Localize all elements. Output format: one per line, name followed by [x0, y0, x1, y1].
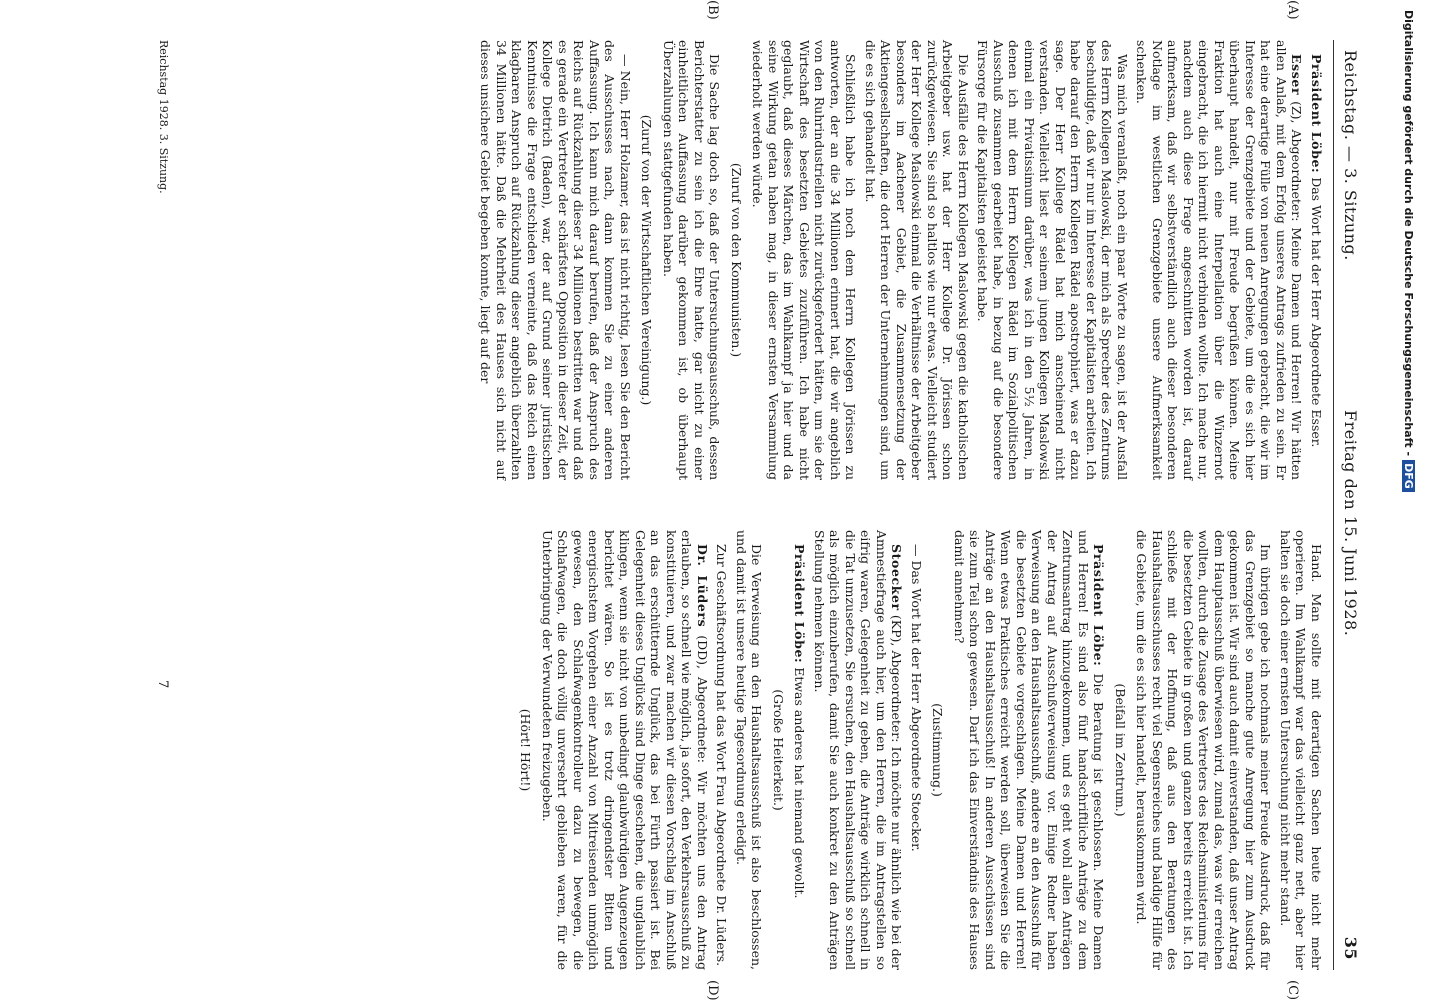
interjection: (Beifall im Zentrum.): [1113, 683, 1128, 817]
paragraph-text: — Das Wort hat der Herr Abgeordnete Stoecker.: [909, 544, 924, 852]
text-paragraph: [1278, 530, 1325, 970]
text-paragraph: [863, 40, 972, 480]
paragraph-text: Die Ausfälle des Herrn Kollegen Maslowski gegen die katholischen Arbeitgeber usw. hat der Herr Kollege Dr. Jörissen schon zurückgewiesen. Sie sind so haltlos wie nur etwas. Vielleicht studiert der Herr Kollege Maslowski einmal die Verhältnisse der Arbeitgeber besonders im Aachener Gebiet, die Zusammensetzung der Aktiengesellschaften, die dort Herren der Unternehmungen sind, um die es sich gehandelt hat.: [863, 40, 971, 480]
speaker-name: Präsident Löbe:: [1309, 54, 1324, 174]
footer-signature: 7: [155, 680, 170, 689]
header-rule: [1333, 40, 1334, 970]
text-paragraph: [734, 530, 765, 970]
paragraph-text: Zur Geschäftsordnung hat das Wort Frau Abgeordnete Dr. Lüders.: [714, 544, 730, 967]
scanned-page: [110, 0, 1360, 1001]
speaker-name: Dr. Lüders: [695, 544, 710, 628]
paragraph-text: Die Verweisung an den Haushaltsausschuß ist also beschlossen, und damit ist unsere heutige Tagesordnung erledigt.: [734, 530, 765, 970]
right-column: [512, 530, 1324, 970]
speech-paragraph: [812, 530, 905, 970]
margin-marker-d: (D): [705, 980, 720, 1001]
dfg-logo: DFG: [1402, 460, 1415, 492]
paragraph-text: (Z), Abgeordneter: Meine Damen und Herren! Wir hätten allen Anlaß, mit dem Erfolg unseres Antrags zufrieden zu sein. Er hat eine derartige Fülle von neuen Anregungen gebracht, die wir im Interesse der Grenzgebiete und der Gebiete, um die es sich hier überhaupt handelt, nur mit Freude begrüßen können. Meine Fraktion hat auch eine Interpellation über die Winzernot eingebracht, die ich hiermit nicht verbinden wollte. Ich mache nur, nachdem auch diese Frage angeschnitten worden ist, darauf aufmerksam, daß wir selbstverständlich auch dieser besonderen Notlage im westlichen Grenzgebiete unsere Aufmerksamkeit schenken.: [1134, 40, 1305, 480]
footer-reference: Reichstag 1928. 3. Sitzung.: [157, 40, 170, 194]
speaker-name: Stoecker: [889, 544, 905, 611]
speech-paragraph: [1134, 40, 1305, 480]
running-header: [1334, 40, 1360, 970]
margin-marker-b: (B): [705, 0, 720, 20]
speech-paragraph: [792, 530, 808, 970]
speech-paragraph: [1309, 40, 1325, 480]
paragraph-text: Die Beratung ist geschlossen. Meine Damen und Herren! Es sind also fünf handschriftliche Anträge zu dem Zentrumsantrag hinzugekommen, und es geht wohl allen Anträgen der Antrag auf Ausschußverweisung vor. Einige Redner haben Verweisung an den Haushaltsausschuß, andere an den Ausschuß für die besetzten Gebiete vorgeschlagen. Meine Damen und Herren! Wenn etwas Praktisches erreicht werden soll, überweisen Sie die Anträge an den Haushaltsausschuß! In anderen Ausschüssen sind sie zum Teil schon gewesen. Darf ich das Einverständnis des Hauses damit annehmen?: [952, 530, 1107, 970]
paragraph-text: (KP), Abgeordneter: Ich möchte nur ähnlich wie bei der Amnestiefrage auch hier, um den Herren, die im Antragstellen so eifrig waren, Gelegenheit zu geben, die Anträge wirklich schnell in die Tat umzusetzen, Sie ersuchen, den Haushaltsausschuß so schnell als möglich einzuberufen, damit Sie auch konkret zu den Anträgen Stellung nehmen können.: [812, 530, 905, 970]
paragraph-text: Schließlich habe ich noch dem Herrn Kollegen Jörissen zu antworten, der an die 34 Millionen erinnert hat, die wir angeblich von den Ruhrindustriellen nicht zurückgefordert hätten, um sie der Wirtschaft des besetzten Gebietes zuzuführen. Ich habe nicht geglaubt, daß dieses Märchen, das im Wahlkampf ja hier und da seine Wirkung getan haben mag, in dieser ernsten Versammlung wiederholt werden würde.: [750, 40, 859, 480]
text-paragraph: [975, 40, 1130, 480]
text-paragraph: [661, 40, 723, 480]
paragraph-text: Was mich veranlaßt, noch ein paar Worte zu sagen, ist der Ausfall des Herrn Kollegen Maslowski, der mich als Sprecher des Zentrums beschuldigte, daß wir nur im Interesse der Kapitalisten arbeiten. Ich habe darauf den Herrn Kollegen Rädel apostrophiert, was er dazu sage. Der Herr Kollege Rädel hat mich anscheinend nicht verstanden. Vielleicht liest er seinem jungen Kollegen Maslowski einmal ein Privatissimum darüber, was ich in den 5½ Jahren, in denen ich mit dem Herrn Kollegen Rädel im Sozialpolitischen Ausschuß zusammen gearbeitet habe, in bezug auf die besondere Fürsorge für die Kapitalisten geleistet habe.: [975, 40, 1130, 480]
speaker-name: Esser: [1289, 54, 1305, 96]
paragraph-text: Die Sache lag doch so, daß der Untersuchungsausschuß, dessen Berichterstatter zu sein ich die Ehre hatte, gar nicht zu einer einheitlichen Auffassung darüber gekommen ist, ob überhaupt Überzahlungen stattgefunden haben.: [661, 40, 723, 480]
margin-marker-c: (C): [1285, 980, 1300, 1001]
speech-paragraph: [952, 530, 1107, 970]
paragraph-text: Etwas anderes hat niemand gewollt.: [792, 667, 808, 899]
page-number: 35: [1341, 936, 1360, 960]
interjection: (Zustimmung.): [930, 703, 946, 797]
speech-paragraph: [540, 530, 711, 970]
paragraph-text: — Nein, Herr Holzamer, das ist nicht richtig, lesen Sie den Bericht des Ausschusses nach, dann kommen Sie zu einer anderen Auffassung. Ich kann mich darauf berufen, daß der Anspruch des Reichs auf Rückzahlung dieser 34 Millionen bestritten war und daß es gerade ein Vertreter der schärfsten Opposition in dieser Zeit, der Kollege Dietrich (Baden), war, der auf Grund seiner juristischen Kenntnisse die Frage entschieden verneinte, daß das Reich einen klagbaren Anspruch auf Rückzahlung dieser angeblich überzahlten 34 Millionen hätte. Daß die Mehrheit des Hauses sich nicht auf dieses unsichere Gebiet begeben konnte, liegt auf der: [478, 40, 633, 480]
speaker-name: Präsident Löbe:: [1091, 544, 1107, 667]
margin-marker-a: (A): [1285, 0, 1300, 20]
text-paragraph: [750, 40, 859, 480]
text-paragraph: [478, 40, 633, 480]
interjection: (Große Heiterkeit.): [771, 689, 786, 811]
paragraph-text: Das Wort hat der Herr Abgeordnete Esser.: [1309, 177, 1324, 448]
paragraph-text: Hand. Man sollte mit derartigen Sachen heute nicht mehr operieren. Im Wahlkampf war das vielleicht ganz nett, aber hier halten sie doch einer ernsten Untersuchung nicht mehr stand.: [1278, 530, 1324, 970]
credit-text: Digitalisierung gefördert durch die Deutsche Forschungsgemeinschaft -: [1402, 10, 1415, 457]
interjection: (Hört! Hört!): [518, 708, 534, 792]
text-paragraph: [1134, 530, 1274, 970]
digitization-credit: [1399, 10, 1415, 990]
header-session: Reichstag. — 3. Sitzung.: [1341, 50, 1360, 261]
text-paragraph: [909, 530, 925, 970]
text-paragraph: [714, 530, 730, 970]
header-date: Freitag den 15. Juni 1928.: [1341, 410, 1360, 637]
speaker-name: Präsident Löbe:: [792, 544, 808, 664]
interjection: (Zuruf von der Wirtschaftlichen Vereinigung.): [639, 114, 655, 406]
interjection: (Zuruf von den Kommunisten.): [729, 162, 744, 358]
paragraph-text: Im übrigen gebe ich nochmals meiner Freude Ausdruck, daß für das Grenzgebiet so manche gute Anregung hier zum Ausdruck gekommen ist. Wir sind auch damit einverstanden, daß unser Antrag dem Hauptausschuß überwiesen wird, zumal das, was wir erreichen wollten, durch die Zusage des Vertreters des Reichsministeriums für die besetzten Gebiete in großen und ganzen bereits erreicht ist. Ich schließe mit der Hoffnung, daß aus den Beratungen des Haushaltsausschusses recht viel Segensreiches und baldige Hilfe für die Gebiete, um die es sich hier handelt, herauskommen wird.: [1134, 530, 1274, 970]
left-column: [474, 40, 1324, 480]
paragraph-text: (DD), Abgeordnete: Wir möchten uns den Antrag erlauben, so schnell wie möglich, ja sofort, den Verkehrsausschuß zu konstituieren, und zwar machen wir diesen Vorschlag im Anschluß an das erschütternde Unglück, das bei Fürth passiert ist. Bei Gelegenheit dieses Unglücks sind Dinge geschehen, die unglaublich klingen, wenn sie nicht von unbedingt glaubwürdigen Augenzeugen berichtet wären. So ist es trotz dringendster Bitten und energischstem Vorgehen einer Anzahl von Mitreisenden unmöglich gewesen, den Schlafwagenkontrolleur dazu zu bewegen, die Schlafwagen, die doch völlig unversehrt geblieben waren, für die Unterbringung der Verwundeten freizugeben.: [540, 530, 710, 970]
